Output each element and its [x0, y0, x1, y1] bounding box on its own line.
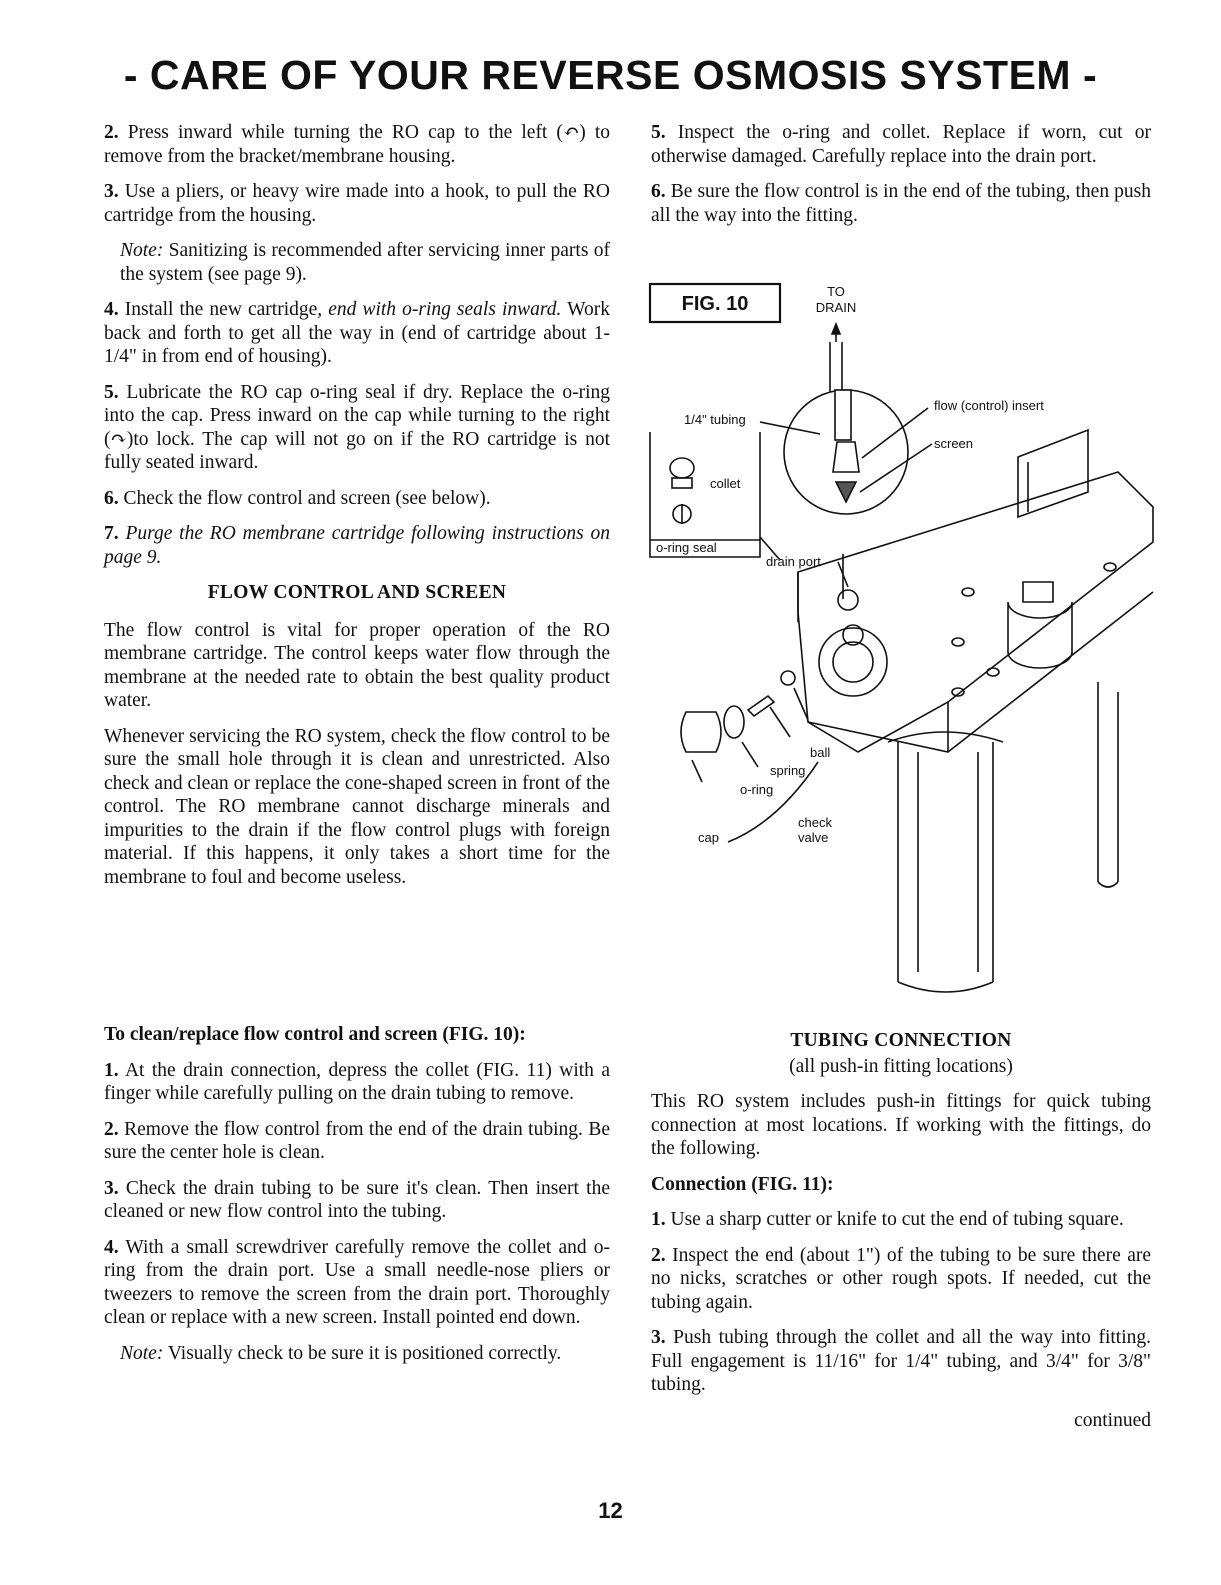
tubing-intro: This RO system includes push-in fittings for quick tubing connection at most locations. If working with the fittings, do the following.	[651, 1091, 1151, 1159]
drain-port-label: drain port	[766, 554, 821, 569]
clean-step-4: 4. With a small screwdriver carefully remove the collet and o-ring from the drain port. Use a small needle-nose pliers or tweezers to remove the screen from the drain port. Thoroughly clean or replace with a new screen. Install pointed end down.	[104, 1236, 610, 1328]
flow-control-heading: FLOW CONTROL AND SCREEN	[207, 582, 507, 603]
clean-step-2: 2. Remove the flow control from the end of the drain tubing. Be sure the center hole is clean.	[104, 1118, 610, 1163]
o-ring-seal-label: o-ring seal	[656, 540, 717, 555]
screen-label: screen	[934, 436, 974, 451]
page-title: - CARE OF YOUR REVERSE OSMOSIS SYSTEM -	[123, 52, 1098, 98]
flow-control-insert-shape	[833, 442, 859, 472]
drain-label: DRAIN	[815, 300, 857, 315]
right-column-bottom	[651, 1019, 1151, 1444]
step-4: 4. Install the new cartridge, end with o-ring seals inward. Work back and forth to get all the way in (end of cartridge about 1-1/4" in from end of housing).	[104, 299, 610, 367]
position-note: Note: Visually check to be sure it is positioned correctly.	[120, 1342, 562, 1364]
sanitize-note: Note: Sanitizing is recommended after servicing inner parts of the system (see page 9).	[120, 240, 610, 285]
step-6: 6. Check the flow control and screen (see below).	[104, 487, 491, 509]
connection-step-3: 3. Push tubing through the collet and all the way into fitting. Full engagement is 11/16" for 1/4" tubing, and 3/4" for 3/8" tubing.	[651, 1327, 1151, 1395]
cap-label: cap	[698, 830, 719, 845]
step-2: 2. Press inward while turning the RO cap to the left (↶) to remove from the bracket/membrane housing.	[104, 122, 611, 167]
collet-shape	[670, 458, 694, 478]
left-column-bottom	[104, 1019, 610, 1377]
clean-replace-subhead: To clean/replace flow control and screen (FIG. 10):	[104, 1024, 526, 1045]
right-column-top	[651, 121, 1151, 239]
ball-label: ball	[810, 745, 831, 760]
continued-label: continued	[1074, 1409, 1151, 1431]
step-6-flow-control: 6. Be sure the flow control is in the end of the tubing, then push all the way into the fitting.	[651, 181, 1151, 226]
clean-step-3: 3. Check the drain tubing to be sure it's clean. Then insert the cleaned or new flow control into the tubing.	[104, 1177, 611, 1222]
to-label: TO	[827, 284, 845, 299]
connection-subhead: Connection (FIG. 11):	[651, 1173, 834, 1195]
o-ring-label: o-ring	[740, 782, 774, 797]
flow-insert-label: flow (control) insert	[934, 398, 1044, 413]
check-label: check	[798, 815, 832, 830]
page-number: 12	[598, 1498, 623, 1523]
flow-control-para-2: Whenever servicing the RO system, check the flow control to be sure the small hole through it is clean and unrestricted. Also check and clean or replace the cone-shaped screen in front of the control. The RO membrane cannot discharge minerals and impurities to the drain if the flow control plugs with foreign material. If this happens, it only takes a short time for the membrane to foul and become useless.	[104, 725, 610, 888]
check-valve-cap	[681, 712, 721, 752]
connection-step-2: 2. Inspect the end (about 1") of the tubing to be sure there are no nicks, scratches or other rough spots. If needed, cut the tubing again.	[651, 1244, 1152, 1313]
valve-label: valve	[798, 830, 829, 845]
clean-step-1: 1. At the drain connection, depress the collet (FIG. 11) with a finger while carefully pulling on the drain tubing to remove.	[104, 1059, 610, 1104]
step-5: 5. Lubricate the RO cap o-ring seal if dry. Replace the o-ring into the cap. Press inward on the cap while turning to the right (↷)to lock. The cap will not go on if the RO cartridge is not fully seated inward.	[104, 381, 611, 473]
collet-label: collet	[710, 476, 741, 491]
fig-label: FIG. 10	[681, 293, 749, 315]
step-7: 7. Purge the RO membrane cartridge following instructions on page 9.	[104, 523, 611, 568]
tubing-connection-heading: TUBING CONNECTION	[790, 1030, 1012, 1051]
step-5-inspect: 5. Inspect the o-ring and collet. Replace if worn, cut or otherwise damaged. Carefully replace into the drain port.	[651, 122, 1151, 167]
fig-10-drain-diagram	[648, 282, 1158, 1002]
left-column-top	[104, 121, 610, 901]
spring-label: spring	[770, 763, 806, 778]
tubing-label: 1/4" tubing	[684, 412, 746, 427]
step-3: 3. Use a pliers, or heavy wire made into a hook, to pull the RO cartridge from the housing.	[104, 181, 611, 226]
connection-step-1: 1. Use a sharp cutter or knife to cut the end of tubing square.	[651, 1209, 1124, 1230]
flow-control-para-1: The flow control is vital for proper operation of the RO membrane cartridge. The control keeps water flow through the membrane at the needed rate to obtain the best quality product water.	[104, 619, 610, 711]
tubing-connection-subheading: (all push-in fitting locations)	[789, 1055, 1013, 1077]
